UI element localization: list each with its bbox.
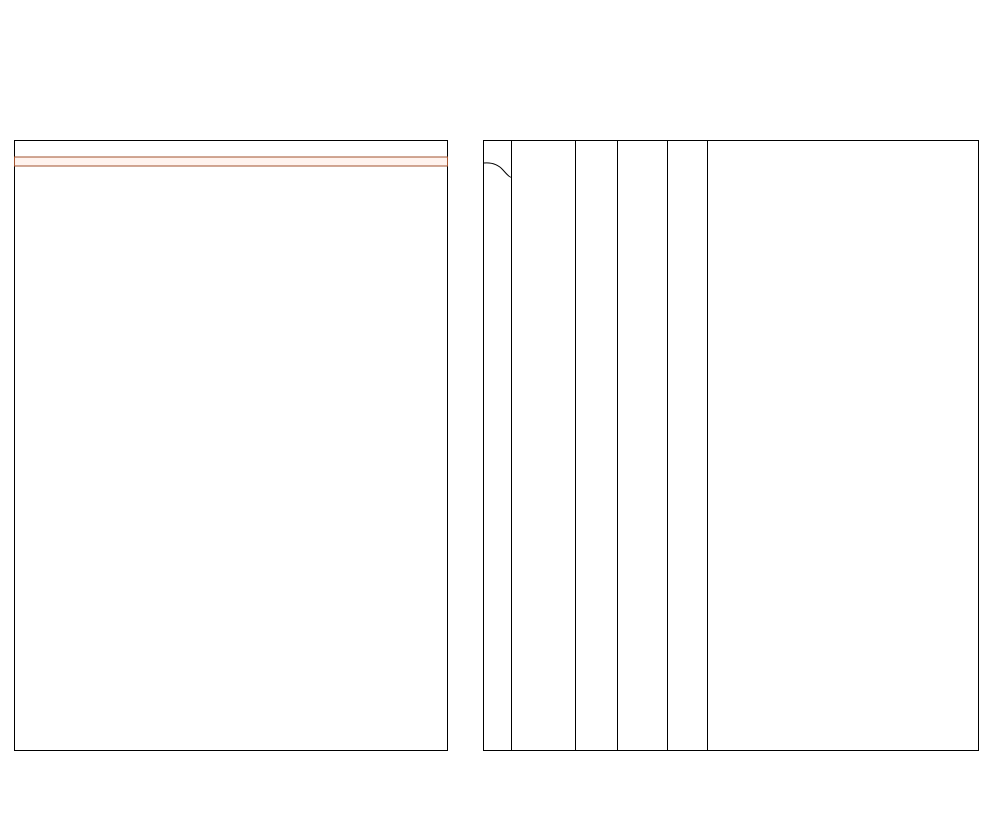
no-hardness-band: [15, 157, 448, 166]
hardness-plot-frame: [15, 141, 448, 751]
layer-table-frame: [484, 141, 979, 751]
layer-connector: [484, 163, 511, 177]
